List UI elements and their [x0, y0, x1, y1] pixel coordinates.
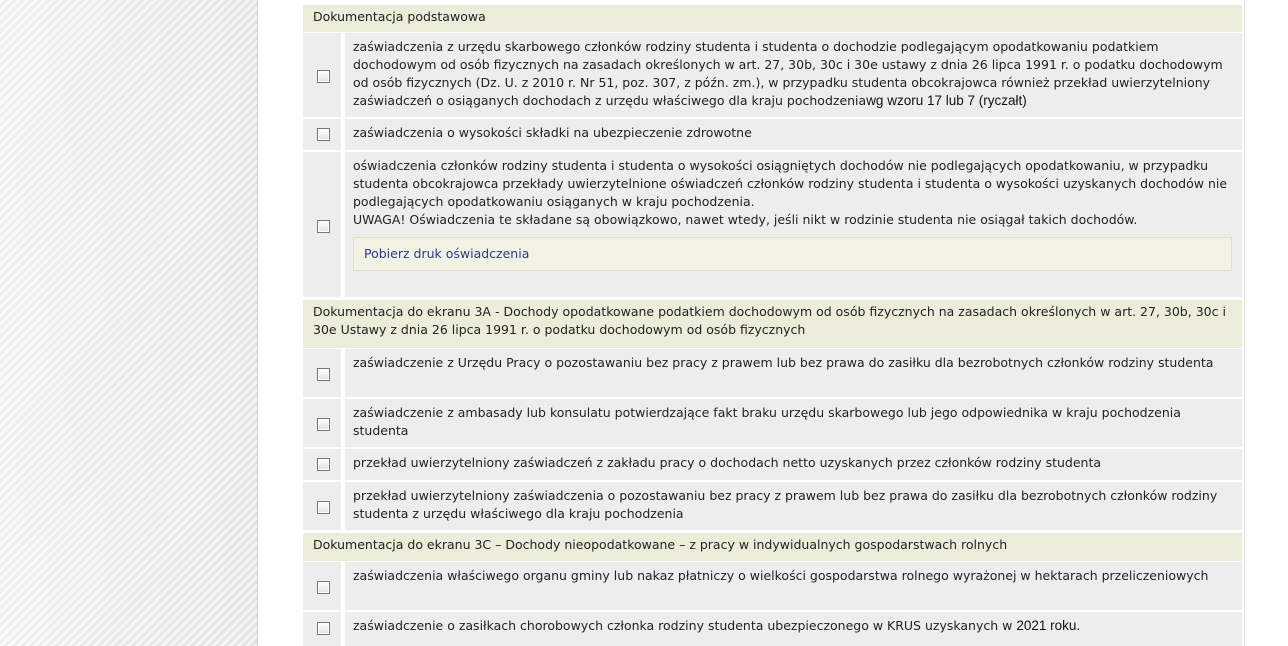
warning-text: UWAGA! Oświadczenia te składane są obowiązkowo, nawet wtedy, jeśli nikt w rodzinie studenta nie osiągał takich dochodów. — [353, 212, 1138, 227]
list-item — [303, 152, 1242, 299]
section-title: Dokumentacja podstawowa — [313, 9, 486, 24]
download-link-label[interactable]: Pobierz druk oświadczenia — [364, 246, 530, 261]
item-text: zaświadczenie z ambasady lub konsulatu potwierdzające fakt braku urzędu skarbowego lub jego odpowiednika w kraju pochodzenia studenta — [353, 405, 1181, 438]
item-text: zaświadczenie o zasiłkach chorobowych członka rodziny studenta ubezpieczonego w KRUS uzyskanych w — [353, 618, 1013, 633]
labour-office-checkbox[interactable] — [317, 368, 330, 381]
health-insurance-checkbox[interactable] — [317, 128, 330, 141]
list-item — [303, 482, 1242, 532]
declarations-checkbox[interactable] — [317, 220, 330, 233]
item-text: przekład uwierzytelniony zaświadczenia o pozostawaniu bez pracy z prawem lub bez prawa do zasiłku dla bezrobotnych członków rodziny studenta z urzędu właściwego dla kraju pochodzenia — [353, 488, 1218, 521]
section-header-basic — [303, 4, 1242, 33]
unemployment-translation-checkbox[interactable] — [317, 501, 330, 514]
item-text: zaświadczenia o wysokości składki na ubezpieczenie zdrowotne — [353, 125, 752, 140]
section-title: Dokumentacja do ekranu 3A - Dochody opodatkowane podatkiem dochodowym od osób fizycznych na zasadach określonych w art. 27, 30b, 30c i 30e Ustawy z dnia 26 lipca 1991 r. o podatku dochodowym od osób fizycznych — [313, 304, 1226, 337]
list-item — [303, 612, 1242, 646]
item-text: zaświadczenia z urzędu skarbowego członków rodziny studenta i studenta o dochodzie podlegającym opodatkowaniu podatkiem dochodowym od osób fizycznych na zasadach określonych w art. 27, 30b, 30c i 30e ustawy z dnia 26 lipca 1991 r. o podatku dochodowym od osób fizycznych (Dz. U. z 2010 r. Nr 51, poz. 307, z późn. zm.), w przypadku studenta obcokrajowca również przekład uwierzytelniony zaświadczeń o osiąganych dochodach z urzędu właściwego dla kraju pochodzenia — [353, 39, 1223, 108]
download-declaration-link[interactable] — [353, 237, 1232, 271]
item-text: zaświadczenia właściwego organu gminy lub nakaz płatniczy o wielkości gospodarstwa rolnego wyrażonej w hektarach przeliczeniowych — [353, 568, 1209, 583]
list-item — [303, 399, 1242, 449]
krus-sickness-checkbox[interactable] — [317, 622, 330, 635]
item-text: oświadczenia członków rodziny studenta i studenta o wysokości osiągniętych dochodów nie podlegających opodatkowaniu, w przypadku studenta obcokrajowca przekłady uwierzytelnione oświadczeń członków rodziny studenta i studenta o wysokości uzyskanych dochodów nie podlegających opodatkowaniu osiąganych w kraju pochodzenia. — [353, 158, 1228, 209]
list-item — [303, 449, 1242, 482]
main-content — [258, 0, 1244, 646]
municipality-checkbox[interactable] — [317, 581, 330, 594]
right-margin — [1244, 0, 1288, 646]
item-suffix: wg wzoru 17 lub 7 (ryczałt) — [866, 93, 1027, 108]
item-text: przekład uwierzytelniony zaświadczeń z zakładu pracy o dochodach netto uzyskanych przez członków rodziny studenta — [353, 455, 1102, 470]
item-suffix: 2021 roku. — [1016, 618, 1081, 633]
employer-translation-checkbox[interactable] — [317, 458, 330, 471]
embassy-checkbox[interactable] — [317, 418, 330, 431]
section-header-3a — [303, 299, 1242, 349]
item-text: zaświadczenie z Urzędu Pracy o pozostawaniu bez pracy z prawem lub bez prawa do zasiłku dla bezrobotnych członków rodziny studenta — [353, 355, 1214, 370]
tax-office-checkbox[interactable] — [317, 70, 330, 83]
list-item — [303, 349, 1242, 399]
list-item — [303, 562, 1242, 612]
list-item — [303, 33, 1242, 119]
section-header-3c — [303, 532, 1242, 562]
list-item — [303, 119, 1242, 152]
left-sidebar-background — [0, 0, 258, 646]
section-title: Dokumentacja do ekranu 3C – Dochody nieopodatkowane – z pracy w indywidualnych gospodarstwach rolnych — [313, 537, 1008, 552]
